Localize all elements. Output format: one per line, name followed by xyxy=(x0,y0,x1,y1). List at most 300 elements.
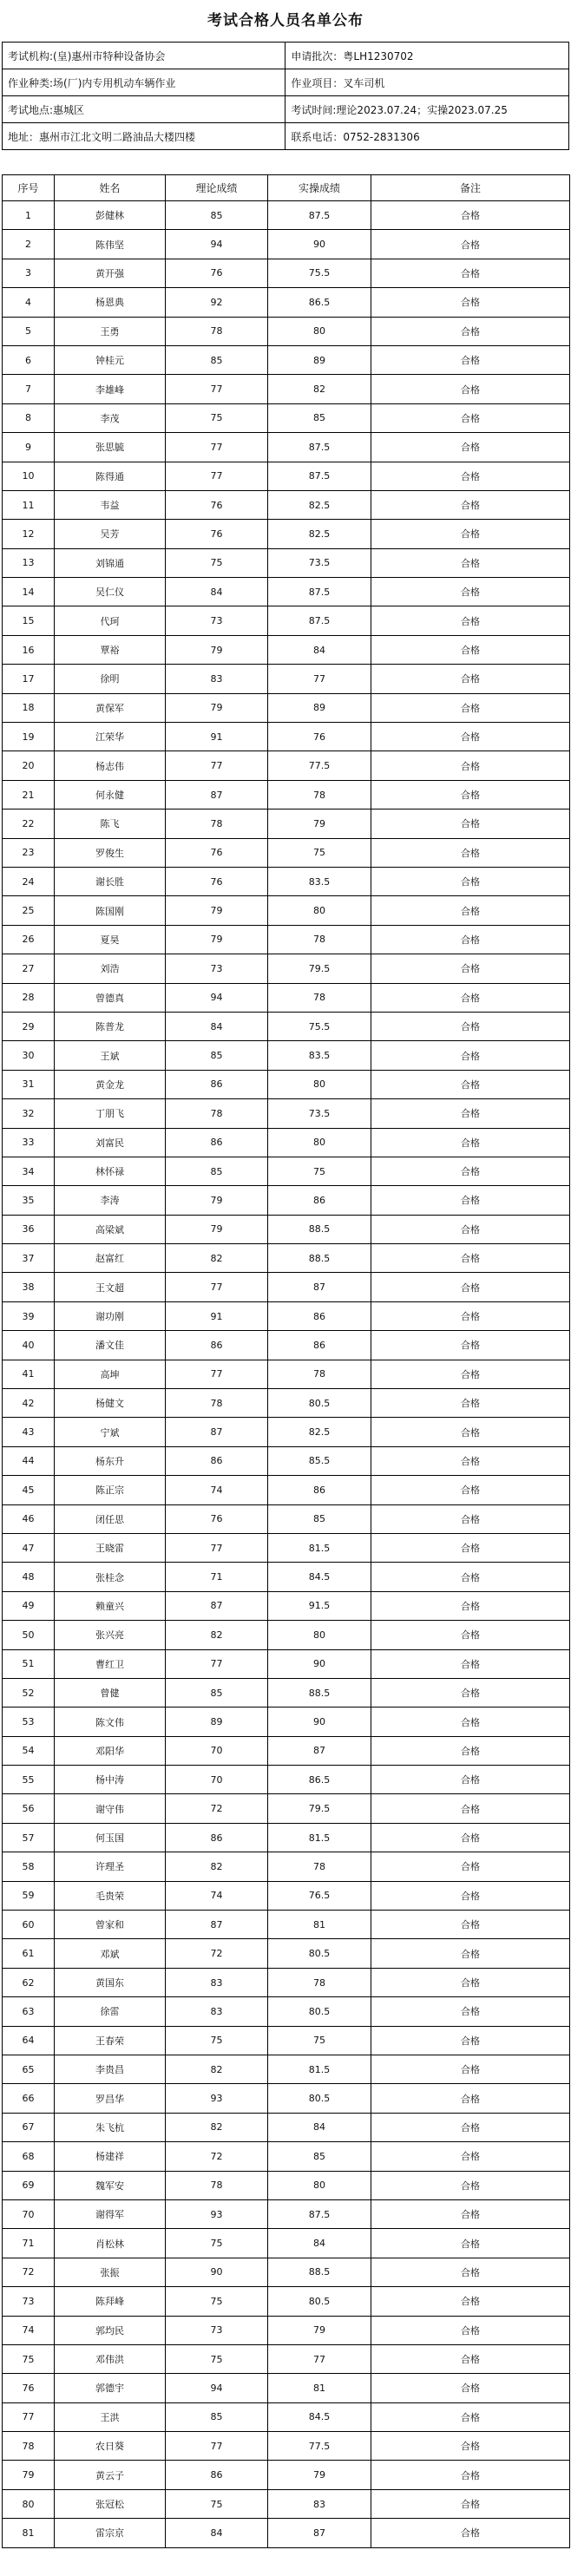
table-row xyxy=(3,2113,570,2141)
contact-phone: 联系电话：0752-2831306 xyxy=(286,123,569,150)
cell-theory-score: 79 xyxy=(166,1186,268,1215)
table-row xyxy=(3,2374,570,2402)
table-row xyxy=(3,548,570,577)
table-row xyxy=(3,2432,570,2461)
cell-name: 雷宗京 xyxy=(55,2519,166,2547)
cell-remark: 合格 xyxy=(371,2287,570,2316)
cell-theory-score: 93 xyxy=(166,2084,268,2113)
table-row xyxy=(3,867,570,895)
cell-name: 李雄峰 xyxy=(55,375,166,403)
cell-theory-score: 73 xyxy=(166,606,268,635)
exam-place: 考试地点:惠城区 xyxy=(3,96,286,123)
cell-index: 23 xyxy=(3,838,55,867)
cell-practical-score: 78 xyxy=(268,780,371,809)
cell-remark: 合格 xyxy=(371,1301,570,1330)
cell-remark: 合格 xyxy=(371,1794,570,1823)
cell-remark: 合格 xyxy=(371,1563,570,1591)
cell-index: 46 xyxy=(3,1504,55,1533)
cell-remark: 合格 xyxy=(371,2374,570,2402)
cell-remark: 合格 xyxy=(371,665,570,693)
cell-index: 44 xyxy=(3,1446,55,1475)
cell-theory-score: 94 xyxy=(166,983,268,1012)
table-row xyxy=(3,2461,570,2489)
cell-theory-score: 77 xyxy=(166,1273,268,1301)
cell-practical-score: 87.5 xyxy=(268,2199,371,2228)
cell-remark: 合格 xyxy=(371,954,570,983)
cell-index: 13 xyxy=(3,548,55,577)
cell-practical-score: 75.5 xyxy=(268,1012,371,1040)
cell-index: 8 xyxy=(3,403,55,432)
cell-index: 4 xyxy=(3,288,55,317)
cell-index: 36 xyxy=(3,1215,55,1243)
cell-theory-score: 77 xyxy=(166,1533,268,1562)
cell-practical-score: 86 xyxy=(268,1186,371,1215)
table-row xyxy=(3,462,570,490)
cell-remark: 合格 xyxy=(371,2316,570,2344)
table-row xyxy=(3,1389,570,1418)
cell-remark: 合格 xyxy=(371,2199,570,2228)
cell-theory-score: 90 xyxy=(166,2258,268,2286)
cell-name: 陈国刚 xyxy=(55,896,166,925)
cell-index: 26 xyxy=(3,925,55,954)
cell-index: 43 xyxy=(3,1418,55,1446)
cell-practical-score: 83 xyxy=(268,2489,371,2518)
cell-name: 陈正宗 xyxy=(55,1476,166,1504)
cell-remark: 合格 xyxy=(371,1939,570,1968)
cell-name: 杨中涛 xyxy=(55,1766,166,1794)
cell-practical-score: 87.5 xyxy=(268,433,371,462)
work-project: 作业项目：叉车司机 xyxy=(286,69,569,96)
cell-remark: 合格 xyxy=(371,1621,570,1649)
cell-name: 宁斌 xyxy=(55,1418,166,1446)
cell-theory-score: 85 xyxy=(166,201,268,230)
cell-remark: 合格 xyxy=(371,375,570,403)
cell-remark: 合格 xyxy=(371,1157,570,1185)
header-index: 序号 xyxy=(3,175,55,201)
table-row xyxy=(3,1099,570,1128)
cell-name: 杨东升 xyxy=(55,1446,166,1475)
cell-index: 2 xyxy=(3,230,55,259)
table-row xyxy=(3,723,570,751)
cell-theory-score: 78 xyxy=(166,1099,268,1128)
cell-index: 58 xyxy=(3,1852,55,1881)
cell-index: 62 xyxy=(3,1968,55,1996)
cell-practical-score: 86 xyxy=(268,1301,371,1330)
cell-remark: 合格 xyxy=(371,1331,570,1360)
cell-index: 12 xyxy=(3,520,55,548)
cell-theory-score: 79 xyxy=(166,925,268,954)
cell-name: 吴仁仪 xyxy=(55,578,166,606)
cell-remark: 合格 xyxy=(371,723,570,751)
cell-name: 黄保军 xyxy=(55,693,166,722)
cell-remark: 合格 xyxy=(371,2344,570,2373)
cell-index: 67 xyxy=(3,2113,55,2141)
cell-name: 林怀禄 xyxy=(55,1157,166,1185)
cell-remark: 合格 xyxy=(371,1476,570,1504)
cell-remark: 合格 xyxy=(371,751,570,780)
cell-index: 57 xyxy=(3,1823,55,1852)
table-row xyxy=(3,1591,570,1620)
cell-practical-score: 76 xyxy=(268,723,371,751)
cell-remark: 合格 xyxy=(371,693,570,722)
cell-theory-score: 76 xyxy=(166,1504,268,1533)
cell-remark: 合格 xyxy=(371,635,570,664)
cell-theory-score: 92 xyxy=(166,288,268,317)
table-row xyxy=(3,345,570,374)
cell-name: 农日葵 xyxy=(55,2432,166,2461)
cell-index: 11 xyxy=(3,490,55,519)
table-row xyxy=(3,259,570,287)
cell-index: 60 xyxy=(3,1911,55,1939)
cell-index: 61 xyxy=(3,1939,55,1968)
cell-name: 赖童兴 xyxy=(55,1591,166,1620)
cell-practical-score: 78 xyxy=(268,983,371,1012)
cell-index: 39 xyxy=(3,1301,55,1330)
cell-name: 彭健林 xyxy=(55,201,166,230)
cell-remark: 合格 xyxy=(371,403,570,432)
cell-practical-score: 91.5 xyxy=(268,1591,371,1620)
header-name: 姓名 xyxy=(55,175,166,201)
cell-theory-score: 72 xyxy=(166,1794,268,1823)
cell-theory-score: 82 xyxy=(166,2113,268,2141)
cell-name: 肖松林 xyxy=(55,2229,166,2258)
cell-remark: 合格 xyxy=(371,1881,570,1910)
table-row xyxy=(3,403,570,432)
cell-name: 代珂 xyxy=(55,606,166,635)
table-row xyxy=(3,288,570,317)
cell-theory-score: 74 xyxy=(166,1881,268,1910)
cell-name: 杨志伟 xyxy=(55,751,166,780)
cell-theory-score: 83 xyxy=(166,665,268,693)
cell-index: 3 xyxy=(3,259,55,287)
cell-index: 18 xyxy=(3,693,55,722)
cell-remark: 合格 xyxy=(371,606,570,635)
cell-practical-score: 75 xyxy=(268,1157,371,1185)
cell-index: 78 xyxy=(3,2432,55,2461)
cell-name: 邓阳华 xyxy=(55,1736,166,1765)
cell-name: 曾德真 xyxy=(55,983,166,1012)
cell-name: 闭任思 xyxy=(55,1504,166,1533)
work-category: 作业种类:场(厂)内专用机动车辆作业 xyxy=(3,69,286,96)
cell-remark: 合格 xyxy=(371,867,570,895)
cell-practical-score: 87 xyxy=(268,1736,371,1765)
cell-theory-score: 75 xyxy=(166,2287,268,2316)
table-row xyxy=(3,780,570,809)
cell-index: 68 xyxy=(3,2142,55,2171)
cell-theory-score: 89 xyxy=(166,1708,268,1736)
cell-name: 刘锦通 xyxy=(55,548,166,577)
cell-remark: 合格 xyxy=(371,1533,570,1562)
cell-index: 54 xyxy=(3,1736,55,1765)
cell-theory-score: 78 xyxy=(166,2171,268,2199)
cell-practical-score: 80.5 xyxy=(268,1389,371,1418)
cell-index: 53 xyxy=(3,1708,55,1736)
cell-index: 48 xyxy=(3,1563,55,1591)
cell-practical-score: 77 xyxy=(268,665,371,693)
cell-remark: 合格 xyxy=(371,1418,570,1446)
cell-theory-score: 94 xyxy=(166,230,268,259)
cell-remark: 合格 xyxy=(371,520,570,548)
cell-practical-score: 88.5 xyxy=(268,1215,371,1243)
table-row xyxy=(3,2171,570,2199)
cell-name: 黄云子 xyxy=(55,2461,166,2489)
cell-remark: 合格 xyxy=(371,1823,570,1852)
cell-index: 28 xyxy=(3,983,55,1012)
cell-practical-score: 90 xyxy=(268,230,371,259)
cell-theory-score: 79 xyxy=(166,635,268,664)
cell-name: 高梁斌 xyxy=(55,1215,166,1243)
cell-index: 30 xyxy=(3,1041,55,1070)
cell-theory-score: 77 xyxy=(166,375,268,403)
table-row xyxy=(3,1649,570,1678)
cell-remark: 合格 xyxy=(371,2432,570,2461)
cell-index: 50 xyxy=(3,1621,55,1649)
cell-theory-score: 77 xyxy=(166,433,268,462)
cell-remark: 合格 xyxy=(371,1678,570,1707)
table-row xyxy=(3,2026,570,2055)
cell-name: 朱飞杭 xyxy=(55,2113,166,2141)
cell-practical-score: 80 xyxy=(268,896,371,925)
cell-index: 5 xyxy=(3,317,55,345)
table-row xyxy=(3,606,570,635)
cell-index: 73 xyxy=(3,2287,55,2316)
cell-remark: 合格 xyxy=(371,1360,570,1388)
cell-name: 覃裕 xyxy=(55,635,166,664)
table-row xyxy=(3,1273,570,1301)
table-row xyxy=(3,1157,570,1185)
cell-name: 杨恩典 xyxy=(55,288,166,317)
table-row xyxy=(3,1041,570,1070)
cell-practical-score: 82.5 xyxy=(268,490,371,519)
cell-practical-score: 79 xyxy=(268,2461,371,2489)
cell-practical-score: 90 xyxy=(268,1649,371,1678)
table-row xyxy=(3,1244,570,1273)
table-row xyxy=(3,2229,570,2258)
cell-practical-score: 85 xyxy=(268,2142,371,2171)
cell-index: 59 xyxy=(3,1881,55,1910)
cell-remark: 合格 xyxy=(371,1128,570,1157)
cell-remark: 合格 xyxy=(371,1852,570,1881)
cell-index: 15 xyxy=(3,606,55,635)
table-row xyxy=(3,433,570,462)
cell-index: 42 xyxy=(3,1389,55,1418)
cell-practical-score: 86 xyxy=(268,1476,371,1504)
cell-name: 陈得通 xyxy=(55,462,166,490)
cell-practical-score: 80.5 xyxy=(268,2084,371,2113)
cell-index: 25 xyxy=(3,896,55,925)
cell-practical-score: 89 xyxy=(268,693,371,722)
cell-theory-score: 79 xyxy=(166,896,268,925)
page-title: 考试合格人员名单公布 xyxy=(207,11,364,29)
cell-practical-score: 87.5 xyxy=(268,201,371,230)
table-row xyxy=(3,1911,570,1939)
table-row xyxy=(3,1215,570,1243)
cell-theory-score: 86 xyxy=(166,1446,268,1475)
cell-practical-score: 78 xyxy=(268,1968,371,1996)
cell-name: 徐雷 xyxy=(55,1997,166,2026)
cell-index: 52 xyxy=(3,1678,55,1707)
cell-practical-score: 82.5 xyxy=(268,520,371,548)
cell-name: 张兴亮 xyxy=(55,1621,166,1649)
table-row xyxy=(3,838,570,867)
cell-name: 曾健 xyxy=(55,1678,166,1707)
cell-remark: 合格 xyxy=(371,490,570,519)
cell-theory-score: 75 xyxy=(166,548,268,577)
cell-remark: 合格 xyxy=(371,2519,570,2547)
table-row xyxy=(3,1766,570,1794)
table-row xyxy=(3,1418,570,1446)
cell-name: 罗昌华 xyxy=(55,2084,166,2113)
table-row xyxy=(3,1128,570,1157)
cell-index: 6 xyxy=(3,345,55,374)
cell-index: 80 xyxy=(3,2489,55,2518)
table-row xyxy=(3,1504,570,1533)
cell-name: 何玉国 xyxy=(55,1823,166,1852)
cell-theory-score: 84 xyxy=(166,578,268,606)
cell-name: 江荣华 xyxy=(55,723,166,751)
table-row xyxy=(3,1736,570,1765)
cell-remark: 合格 xyxy=(371,1389,570,1418)
cell-practical-score: 75 xyxy=(268,838,371,867)
cell-remark: 合格 xyxy=(371,2055,570,2084)
table-row xyxy=(3,2142,570,2171)
table-row xyxy=(3,983,570,1012)
cell-theory-score: 93 xyxy=(166,2199,268,2228)
cell-name: 王勇 xyxy=(55,317,166,345)
cell-remark: 合格 xyxy=(371,1504,570,1533)
cell-theory-score: 87 xyxy=(166,1418,268,1446)
cell-theory-score: 87 xyxy=(166,1591,268,1620)
cell-index: 45 xyxy=(3,1476,55,1504)
cell-theory-score: 82 xyxy=(166,2055,268,2084)
cell-theory-score: 72 xyxy=(166,2142,268,2171)
cell-practical-score: 84 xyxy=(268,635,371,664)
cell-index: 38 xyxy=(3,1273,55,1301)
cell-name: 丁朋飞 xyxy=(55,1099,166,1128)
cell-practical-score: 79 xyxy=(268,2316,371,2344)
cell-remark: 合格 xyxy=(371,810,570,838)
table-row xyxy=(3,2287,570,2316)
cell-practical-score: 85 xyxy=(268,403,371,432)
cell-practical-score: 78 xyxy=(268,1360,371,1388)
cell-remark: 合格 xyxy=(371,1446,570,1475)
cell-name: 高坤 xyxy=(55,1360,166,1388)
header-theory-score: 理论成绩 xyxy=(166,175,268,201)
cell-theory-score: 74 xyxy=(166,1476,268,1504)
cell-name: 陈拜峰 xyxy=(55,2287,166,2316)
cell-index: 75 xyxy=(3,2344,55,2373)
cell-name: 谢得军 xyxy=(55,2199,166,2228)
cell-index: 35 xyxy=(3,1186,55,1215)
cell-index: 56 xyxy=(3,1794,55,1823)
cell-practical-score: 84 xyxy=(268,2229,371,2258)
table-row xyxy=(3,490,570,519)
cell-index: 32 xyxy=(3,1099,55,1128)
table-row xyxy=(3,1939,570,1968)
table-row xyxy=(3,2258,570,2286)
cell-theory-score: 77 xyxy=(166,1649,268,1678)
table-row xyxy=(3,230,570,259)
cell-index: 7 xyxy=(3,375,55,403)
exam-org: 考试机构:(皇)惠州市特种设备协会 xyxy=(3,43,286,69)
cell-practical-score: 85.5 xyxy=(268,1446,371,1475)
table-row xyxy=(3,1360,570,1388)
cell-index: 37 xyxy=(3,1244,55,1273)
cell-theory-score: 86 xyxy=(166,2461,268,2489)
cell-name: 谢长胜 xyxy=(55,867,166,895)
cell-practical-score: 80.5 xyxy=(268,1939,371,1968)
cell-practical-score: 73.5 xyxy=(268,1099,371,1128)
cell-theory-score: 78 xyxy=(166,1389,268,1418)
cell-remark: 合格 xyxy=(371,201,570,230)
cell-theory-score: 76 xyxy=(166,838,268,867)
cell-name: 潘文佳 xyxy=(55,1331,166,1360)
cell-practical-score: 76.5 xyxy=(268,1881,371,1910)
cell-index: 49 xyxy=(3,1591,55,1620)
cell-practical-score: 77.5 xyxy=(268,2432,371,2461)
cell-theory-score: 73 xyxy=(166,954,268,983)
cell-remark: 合格 xyxy=(371,1649,570,1678)
table-row xyxy=(3,1012,570,1040)
cell-theory-score: 79 xyxy=(166,693,268,722)
cell-remark: 合格 xyxy=(371,2229,570,2258)
cell-remark: 合格 xyxy=(371,2489,570,2518)
cell-remark: 合格 xyxy=(371,896,570,925)
cell-practical-score: 78 xyxy=(268,925,371,954)
cell-name: 陈普龙 xyxy=(55,1012,166,1040)
cell-index: 1 xyxy=(3,201,55,230)
table-row xyxy=(3,2519,570,2547)
cell-practical-score: 85 xyxy=(268,1504,371,1533)
table-row xyxy=(3,2316,570,2344)
cell-theory-score: 85 xyxy=(166,1041,268,1070)
cell-practical-score: 79.5 xyxy=(268,1794,371,1823)
cell-name: 黄开强 xyxy=(55,259,166,287)
cell-practical-score: 82 xyxy=(268,375,371,403)
cell-theory-score: 76 xyxy=(166,520,268,548)
cell-name: 吴芳 xyxy=(55,520,166,548)
table-row xyxy=(3,2344,570,2373)
cell-index: 10 xyxy=(3,462,55,490)
cell-name: 曾家和 xyxy=(55,1911,166,1939)
results-table xyxy=(2,174,570,2548)
cell-index: 41 xyxy=(3,1360,55,1388)
cell-practical-score: 80 xyxy=(268,1070,371,1098)
application-batch: 申请批次：粤LH1230702 xyxy=(286,43,569,69)
cell-remark: 合格 xyxy=(371,2171,570,2199)
cell-name: 王文超 xyxy=(55,1273,166,1301)
cell-index: 79 xyxy=(3,2461,55,2489)
cell-theory-score: 76 xyxy=(166,867,268,895)
table-row xyxy=(3,1621,570,1649)
table-row xyxy=(3,2084,570,2113)
cell-theory-score: 86 xyxy=(166,1331,268,1360)
cell-name: 杨健文 xyxy=(55,1389,166,1418)
cell-index: 33 xyxy=(3,1128,55,1157)
cell-remark: 合格 xyxy=(371,1012,570,1040)
cell-name: 王晓雷 xyxy=(55,1533,166,1562)
cell-remark: 合格 xyxy=(371,1911,570,1939)
results-header-row xyxy=(3,175,570,201)
cell-practical-score: 90 xyxy=(268,1708,371,1736)
cell-name: 郭德宇 xyxy=(55,2374,166,2402)
cell-name: 王春荣 xyxy=(55,2026,166,2055)
cell-practical-score: 81.5 xyxy=(268,1823,371,1852)
cell-index: 76 xyxy=(3,2374,55,2402)
table-row xyxy=(3,665,570,693)
cell-name: 何永健 xyxy=(55,780,166,809)
cell-practical-score: 87.5 xyxy=(268,578,371,606)
